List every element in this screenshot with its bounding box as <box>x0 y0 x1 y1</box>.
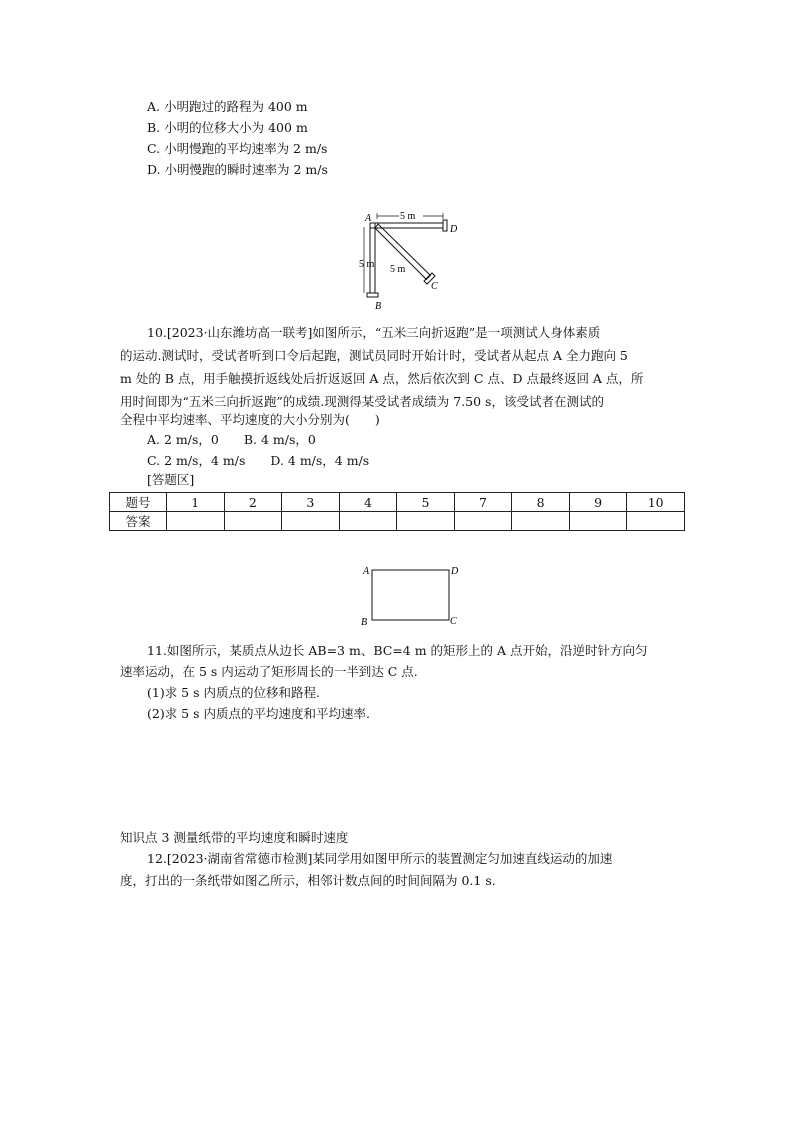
q10-line-5: 全程中平均速率、平均速度的大小分别为( ) <box>120 412 380 427</box>
answer-cell[interactable] <box>512 512 570 531</box>
answer-table <box>109 492 685 531</box>
answer-cell[interactable] <box>627 512 685 531</box>
dim-left-label: 5 m <box>359 259 375 270</box>
q12-line-1: 12.[2023·湖南省常德市检测]某同学用如图甲所示的装置测定匀加速直线运动的加速 <box>147 851 613 866</box>
label-d: D <box>450 224 458 235</box>
q9-option-d: D. 小明慢跑的瞬时速率为 2 m/s <box>147 162 328 177</box>
q10-line-2: 的运动.测试时，受试者听到口令后起跑，测试员同时开始计时，受试者从起点 A 全力跑向 5 <box>120 348 628 363</box>
q11-line-2: 速率运动，在 5 s 内运动了矩形周长的一半到达 C 点. <box>120 664 418 679</box>
answer-cell[interactable] <box>167 512 225 531</box>
q11-sub-1: (1)求 5 s 内质点的位移和路程. <box>147 685 320 700</box>
q11-sub-2: (2)求 5 s 内质点的平均速度和平均速率. <box>147 706 370 721</box>
answer-table-answer-row <box>110 512 685 531</box>
question-number: 1 <box>167 493 225 512</box>
question-number: 7 <box>454 493 512 512</box>
q10-line-3: m 处的 B 点，用手触摸折返线处后折返返回 A 点，然后依次到 C 点、D 点最终返回 A 点，所 <box>120 371 644 386</box>
rectangle-figure <box>355 560 465 630</box>
q10-options-ab: A. 2 m/s，0 B. 4 m/s，0 <box>147 432 316 447</box>
answer-cell[interactable] <box>454 512 512 531</box>
label-d: D <box>451 566 459 577</box>
question-number: 3 <box>282 493 340 512</box>
question-number: 2 <box>224 493 282 512</box>
answer-header: 答案 <box>110 512 167 531</box>
answer-table-number-row <box>110 493 685 512</box>
answer-cell[interactable] <box>397 512 455 531</box>
q9-option-a: A. 小明跑过的路程为 400 m <box>147 99 308 114</box>
label-c: C <box>431 281 438 292</box>
shuttle-run-figure <box>355 205 465 315</box>
answer-cell[interactable] <box>339 512 397 531</box>
section-title: 知识点 3 测量纸带的平均速度和瞬时速度 <box>120 830 349 845</box>
rectangle-abcd <box>372 570 449 620</box>
label-b: B <box>375 301 382 312</box>
dim-diag-label: 5 m <box>390 264 406 275</box>
question-number: 10 <box>627 493 685 512</box>
end-cap-d <box>443 220 447 231</box>
answer-cell[interactable] <box>282 512 340 531</box>
dim-top-label: 5 m <box>400 211 416 222</box>
q11-line-1: 11.如图所示，某质点从边长 AB=3 m、BC=4 m 的矩形上的 A 点开始，沿逆时针方向匀 <box>147 643 648 658</box>
question-number: 8 <box>512 493 570 512</box>
answer-area-title: [答题区] <box>147 472 195 487</box>
question-number: 4 <box>339 493 397 512</box>
label-c: C <box>450 616 457 627</box>
q9-option-c: C. 小明慢跑的平均速率为 2 m/s <box>147 141 328 156</box>
question-number: 9 <box>569 493 627 512</box>
q9-option-b: B. 小明的位移大小为 400 m <box>147 120 308 135</box>
end-cap-b <box>367 293 378 297</box>
number-header: 题号 <box>110 493 167 512</box>
question-number: 5 <box>397 493 455 512</box>
q10-options-cd: C. 2 m/s，4 m/s D. 4 m/s，4 m/s <box>147 453 370 468</box>
q10-line-1: 10.[2023·山东潍坊高一联考]如图所示，“五米三向折返跑”是一项测试人身体素质 <box>147 325 601 340</box>
label-a: A <box>365 213 372 224</box>
q10-line-4: 用时间即为“五米三向折返跑”的成绩.现测得某受试者成绩为 7.50 s，该受试者在测试的 <box>120 394 604 409</box>
q12-line-2: 度，打出的一条纸带如图乙所示，相邻计数点间的时间间隔为 0.1 s. <box>120 873 496 888</box>
label-b: B <box>361 617 368 628</box>
label-a: A <box>363 566 370 577</box>
answer-cell[interactable] <box>569 512 627 531</box>
answer-cell[interactable] <box>224 512 282 531</box>
